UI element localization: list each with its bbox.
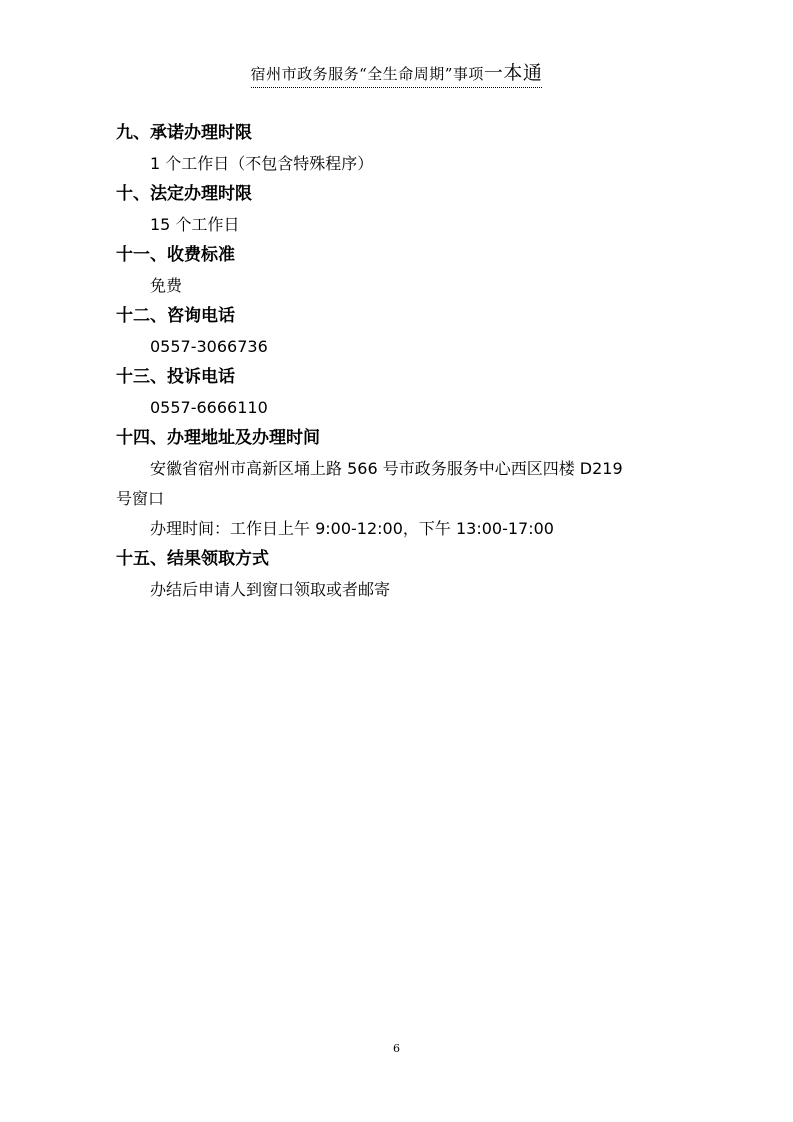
office-hours: 办理时间：工作日上午 9:00-12:00，下午 13:00-17:00 [150, 519, 554, 538]
section-body: 15 个工作日 [150, 215, 240, 234]
header-title-main: 宿州市政务服务“全生命周期”事项 [250, 65, 484, 83]
section-title: 十一、收费标准 [116, 245, 235, 265]
header-title [251, 58, 543, 88]
section-body: 办结后申请人到窗口领取或者邮寄 [150, 580, 391, 599]
address-line-1: 安徽省宿州市高新区埇上路 566 号市政务服务中心西区四楼 D219 [150, 459, 623, 478]
section-result-collection [116, 544, 696, 605]
section-inquiry-phone [116, 301, 696, 362]
section-title: 九、承诺办理时限 [116, 123, 252, 143]
section-body: 免费 [150, 276, 183, 295]
section-complaint-phone [116, 362, 696, 423]
address-line-2: 号窗口 [116, 489, 165, 508]
inquiry-phone-number: 0557-3066736 [150, 337, 268, 356]
document-body [116, 118, 696, 605]
section-title: 十四、办理地址及办理时间 [116, 428, 320, 448]
section-title: 十、法定办理时限 [116, 184, 252, 204]
page-number: 6 [393, 1042, 400, 1055]
section-legal-time-limit [116, 179, 696, 240]
section-title: 十三、投诉电话 [116, 367, 235, 387]
header-title-suffix: 一本通 [483, 62, 543, 84]
section-body: 1 个工作日（不包含特殊程序） [150, 154, 374, 173]
section-title: 十二、咨询电话 [116, 306, 235, 326]
page-header [0, 58, 793, 88]
section-address-and-hours [116, 423, 696, 544]
complaint-phone-number: 0557-6666110 [150, 398, 268, 417]
section-commitment-time-limit [116, 118, 696, 179]
section-fee-standard [116, 240, 696, 301]
section-title: 十五、结果领取方式 [116, 549, 269, 569]
